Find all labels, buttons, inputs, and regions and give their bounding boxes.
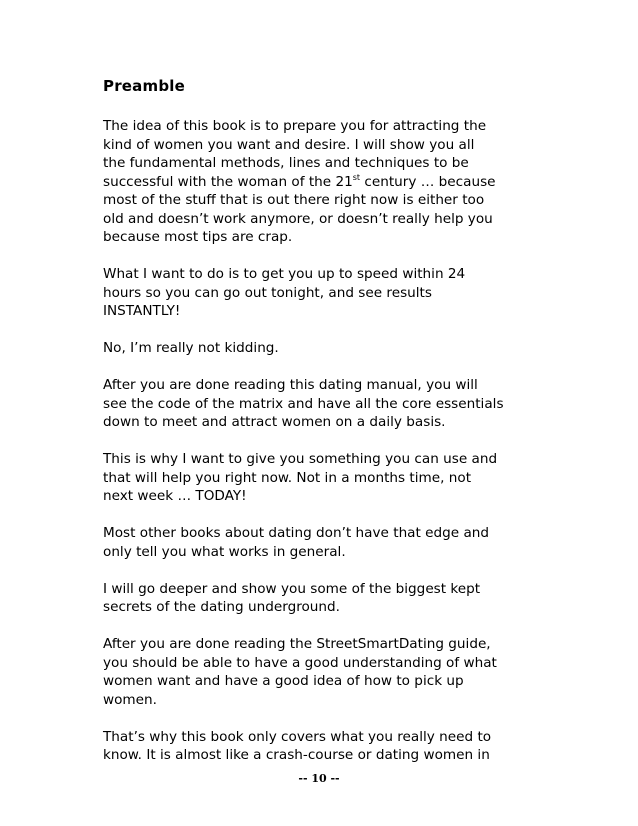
paragraph-goal: [103, 265, 543, 321]
text-line: know. It is almost like a crash-course or dating women in: [103, 747, 490, 763]
body-text: [103, 117, 543, 783]
text-line: Most other books about dating don’t have that edge and: [103, 525, 490, 541]
text-line: kind of women you want and desire. I will show you all: [103, 136, 475, 153]
paragraph-crash-course: [103, 728, 543, 765]
text-line: because most tips are crap.: [103, 229, 293, 245]
paragraph-intro: [103, 117, 543, 247]
text-line: the fundamental methods, lines and techniques to be: [103, 155, 469, 171]
superscript: st: [352, 172, 361, 182]
paragraph-guide: [103, 635, 543, 709]
text-line-with-superscript: [103, 173, 543, 192]
page-number: -- 10 --: [298, 772, 340, 785]
text-line: After you are done reading the StreetSmartDating guide,: [103, 636, 491, 652]
section-heading: Preamble: [103, 77, 185, 95]
text-line: I will go deeper and show you some of the biggest kept: [103, 580, 481, 597]
text-line: most of the stuff that is out there right now is either too: [103, 192, 485, 208]
text-line: What I want to do is to get you up to speed within 24: [103, 266, 466, 282]
paragraph-other-books: [103, 524, 543, 561]
text-line: old and doesn’t work anymore, or doesn’t really help you: [103, 210, 493, 227]
paragraph-matrix: [103, 376, 543, 432]
text-fragment: successful with the woman of the 21: [103, 173, 353, 190]
text-line: down to meet and attract women on a daily basis.: [103, 414, 446, 430]
text-line: No, I’m really not kidding.: [103, 340, 279, 356]
paragraph-not-kidding: [103, 339, 543, 358]
text-line: next week … TODAY!: [103, 488, 247, 504]
text-line: see the code of the matrix and have all the core essentials: [103, 395, 504, 412]
text-line: INSTANTLY!: [103, 303, 181, 319]
text-line: This is why I want to give you something you can use and: [103, 451, 498, 467]
text-line: secrets of the dating underground.: [103, 599, 340, 615]
paragraph-today: [103, 450, 543, 506]
text-line: The idea of this book is to prepare you for attracting the: [103, 118, 487, 134]
text-line: that will help you right now. Not in a months time, not: [103, 469, 472, 486]
text-line: That’s why this book only covers what you really need to: [103, 728, 492, 745]
text-line: After you are done reading this dating manual, you will: [103, 377, 478, 393]
paragraph-deeper: [103, 580, 543, 617]
text-line: women.: [103, 691, 157, 708]
text-line: only tell you what works in general.: [103, 543, 346, 560]
text-fragment: century … because: [360, 173, 496, 190]
text-line: hours so you can go out tonight, and see results: [103, 284, 432, 301]
text-line: you should be able to have a good understanding of what: [103, 654, 497, 671]
text-line: women want and have a good idea of how to pick up: [103, 673, 464, 689]
